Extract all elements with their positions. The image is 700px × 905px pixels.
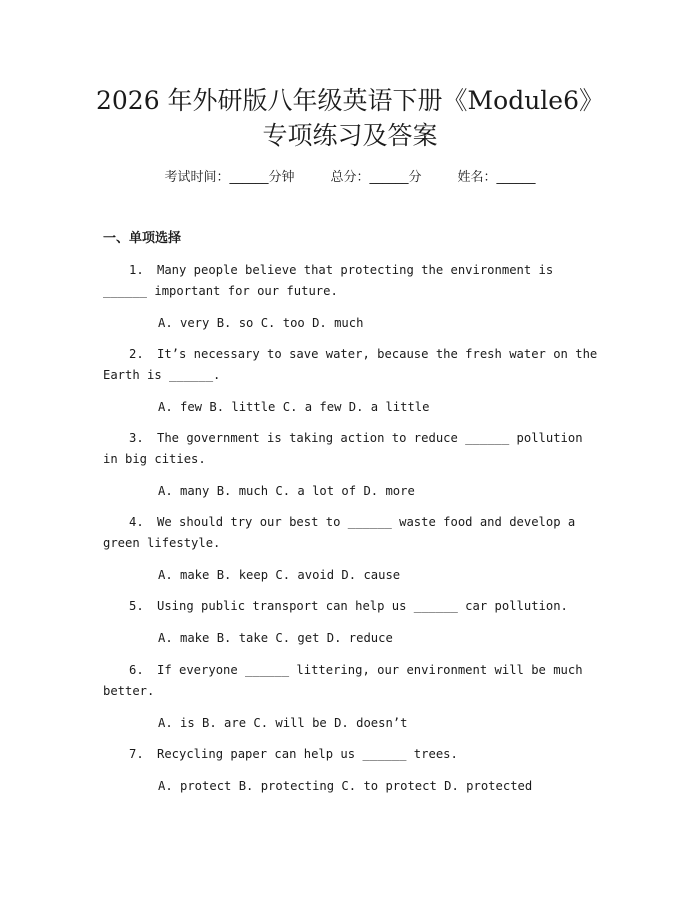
question-2 — [103, 344, 598, 385]
exam-time-label: 考试时间：______分钟 — [164, 170, 295, 185]
question-1-options: A. very B. so C. too D. much — [158, 316, 364, 330]
question-7-options: A. protect B. protecting C. to protect D. protected — [158, 779, 533, 793]
question-4 — [103, 512, 598, 553]
document-title-line1: 2026 年外研版八年级英语下册《Module6》 — [95, 86, 605, 115]
total-score-label: 总分：______分 — [330, 170, 422, 185]
question-text: Using public transport can help us ______ car pollution. — [157, 599, 568, 613]
question-1 — [103, 260, 598, 301]
question-text: If everyone ______ littering, our environment will be much better. — [103, 663, 583, 698]
question-text: It’s necessary to save water, because the fresh water on the Earth is ______. — [103, 347, 598, 382]
question-number: 3. — [129, 431, 144, 445]
question-number: 4. — [129, 515, 144, 529]
question-3 — [103, 428, 598, 469]
document-title-line2: 专项练习及答案 — [262, 121, 438, 150]
exam-meta — [0, 168, 700, 188]
question-number: 6. — [129, 663, 144, 677]
question-text: Many people believe that protecting the environment is ______ important for our future. — [103, 263, 554, 298]
question-4-options: A. make B. keep C. avoid D. cause — [158, 568, 401, 582]
question-text: We should try our best to ______ waste food and develop a green lifestyle. — [103, 515, 576, 550]
question-6 — [103, 660, 598, 701]
student-name-label: 姓名：______ — [457, 170, 536, 185]
question-text: The government is taking action to reduce ______ pollution in big cities. — [103, 431, 583, 466]
question-3-options: A. many B. much C. a lot of D. more — [158, 484, 415, 498]
question-number: 2. — [129, 347, 144, 361]
question-5 — [103, 596, 598, 617]
question-number: 7. — [129, 747, 144, 761]
question-5-options: A. make B. take C. get D. reduce — [158, 631, 393, 645]
question-6-options: A. is B. are C. will be D. doesn’t — [158, 716, 408, 730]
question-7 — [103, 744, 598, 765]
question-number: 5. — [129, 599, 144, 613]
question-number: 1. — [129, 263, 144, 277]
section-heading: 一、单项选择 — [103, 231, 182, 246]
question-2-options: A. few B. little C. a few D. a little — [158, 400, 430, 414]
question-text: Recycling paper can help us ______ trees. — [157, 747, 458, 761]
